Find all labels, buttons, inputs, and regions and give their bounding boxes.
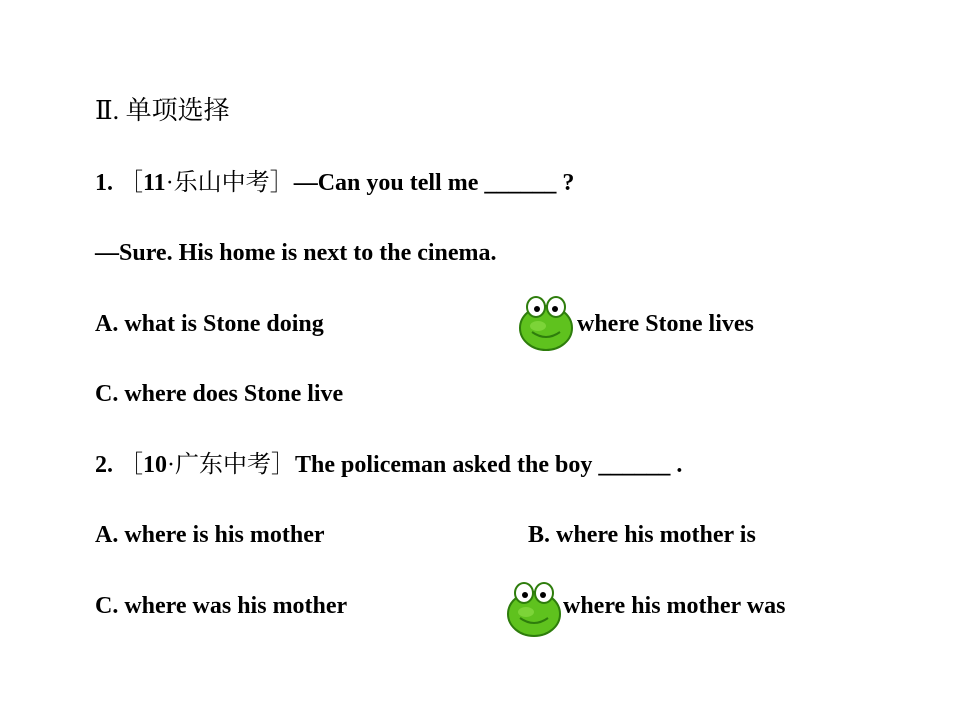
question-1-stem: —Can you tell me ______ ? (293, 170, 575, 196)
frog-icon (518, 292, 574, 352)
question-2-option-b[interactable]: B. where his mother is (528, 522, 756, 548)
question-1-option-a[interactable]: A. what is Stone doing (95, 311, 324, 337)
question-1-source-open: ［ (119, 170, 143, 196)
question-1-source-year: 11 (143, 170, 166, 196)
question-1-option-c[interactable]: C. where does Stone live (95, 381, 344, 407)
question-1-option-b[interactable]: where Stone lives (577, 311, 754, 337)
question-1-source-name: ·乐山中考 (165, 170, 270, 196)
question-1-reply: —Sure. His home is next to the cinema. (95, 240, 497, 266)
question-1-header (95, 168, 574, 198)
question-2-source-close: ］ (271, 452, 295, 478)
question-2-stem: The policeman asked the boy ______ . (295, 452, 683, 478)
question-1-number: 1. (95, 170, 113, 196)
frog-icon (506, 578, 562, 638)
question-2-option-a[interactable]: A. where is his mother (95, 522, 325, 548)
question-2-number: 2. (95, 452, 113, 478)
question-2-option-c[interactable]: C. where was his mother (95, 593, 348, 619)
question-1-source-close: ］ (269, 170, 294, 196)
question-2-source-year: 10 (143, 452, 167, 478)
question-2-option-d[interactable]: where his mother was (563, 593, 786, 619)
question-2-source-name: ·广东中考 (167, 452, 271, 478)
question-2-source-open: ［ (119, 452, 143, 478)
section-title: Ⅱ. 单项选择 (95, 96, 230, 125)
question-2-header (95, 450, 682, 480)
